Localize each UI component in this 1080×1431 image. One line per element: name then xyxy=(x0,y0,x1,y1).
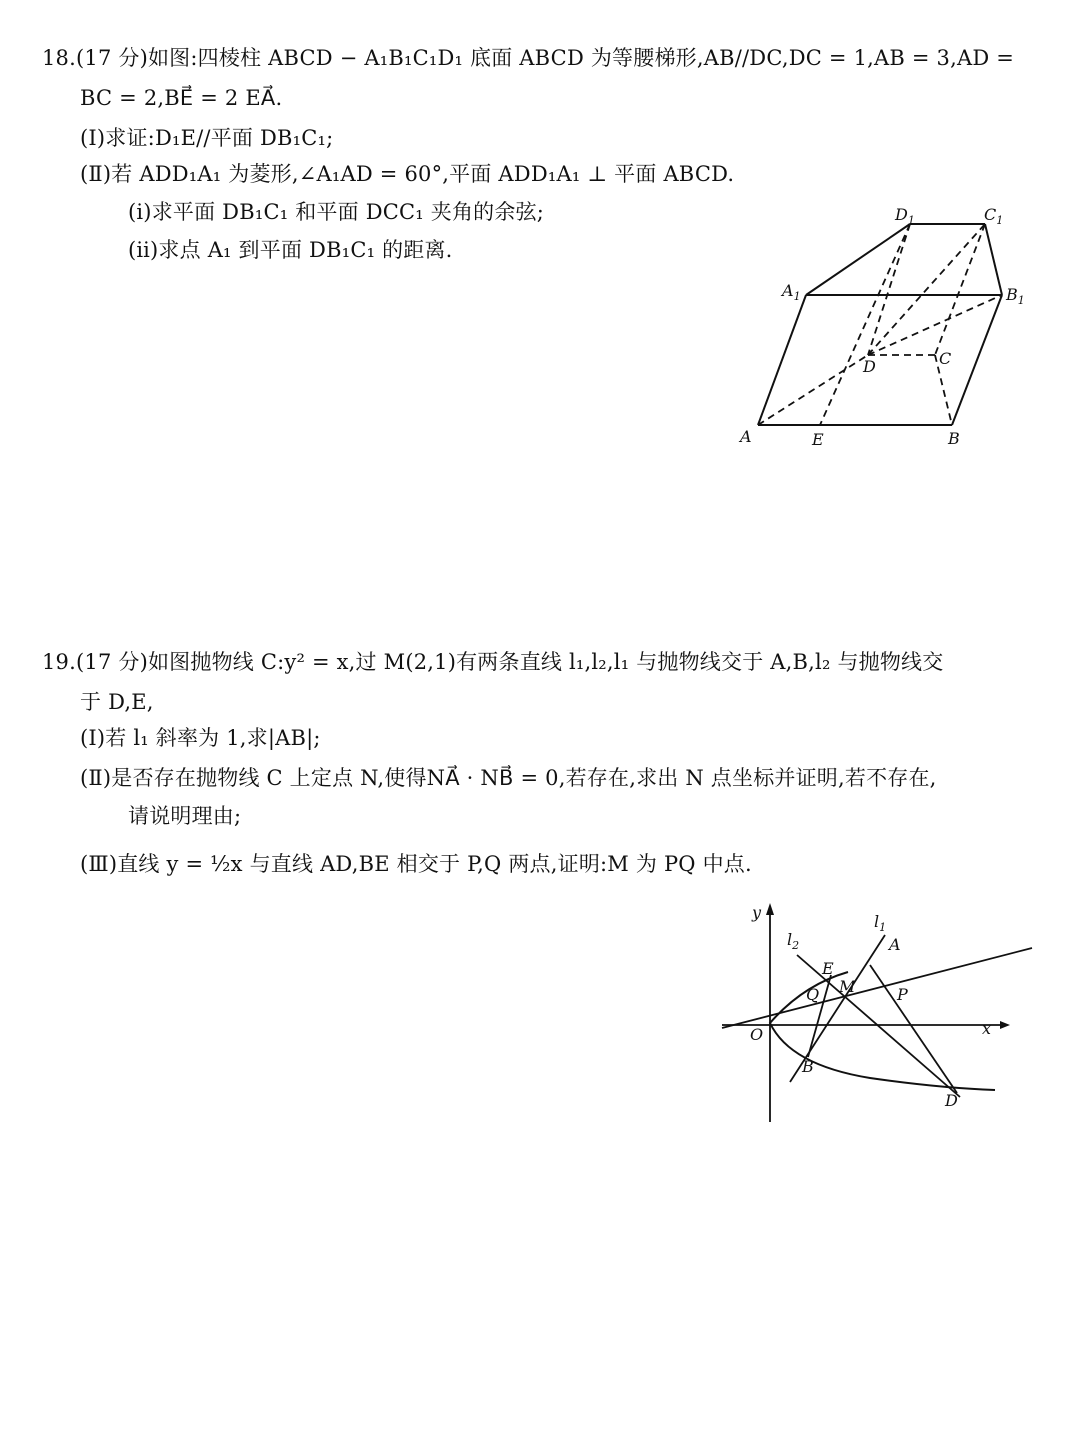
p18-part-2: (Ⅱ)若 ADD₁A₁ 为菱形,∠A₁AD = 60°,平面 ADD₁A₁ ⊥ 平面 ABCD. xyxy=(80,162,735,186)
label-a: A xyxy=(740,427,752,446)
label-a: A xyxy=(889,935,901,954)
label-m: M xyxy=(839,977,856,996)
label-o: O xyxy=(750,1025,764,1044)
label-d1: $D_1$ xyxy=(895,205,915,227)
edge-c1b1 xyxy=(985,224,1002,295)
label-e: E xyxy=(812,430,824,449)
p19-part-2-cont: 请说明理由; xyxy=(128,804,242,828)
label-d: D xyxy=(945,1091,958,1110)
label-x: x xyxy=(982,1019,992,1038)
hidden-segment-dc1 xyxy=(868,224,985,355)
p18-part-2-ii: (ⅱ)求点 A₁ 到平面 DB₁C₁ 的距离. xyxy=(128,238,453,262)
x-axis-arrow-icon xyxy=(1000,1021,1010,1029)
p18-line-2: BC = 2,BE⃗ = 2 EA⃗. xyxy=(80,86,283,110)
label-q: Q xyxy=(806,985,820,1004)
label-b1: $B_1$ xyxy=(1006,285,1025,307)
label-e: E xyxy=(822,959,834,978)
p19-part-2: (Ⅱ)是否存在抛物线 C 上定点 N,使得NA⃗ · NB⃗ = 0,若存在,求出 N 点坐标并证明,若不存在, xyxy=(80,766,937,790)
label-d: D xyxy=(863,357,876,376)
hidden-edge-ad xyxy=(758,355,868,425)
p18-part-2-i: (ⅰ)求平面 DB₁C₁ 和平面 DCC₁ 夹角的余弦; xyxy=(128,200,545,224)
label-l1: $l_1$ xyxy=(874,912,887,934)
label-p: P xyxy=(897,985,908,1004)
label-l2: $l_2$ xyxy=(787,930,800,952)
p19-part-3: (Ⅲ)直线 y = ½x 与直线 AD,BE 相交于 P,Q 两点,证明:M 为 PQ 中点. xyxy=(80,852,752,876)
label-b: B xyxy=(802,1057,814,1076)
hidden-edge-c1c xyxy=(935,224,985,355)
label-y: y xyxy=(752,903,762,922)
label-c1: $C_1$ xyxy=(984,205,1004,227)
hidden-edge-d1d xyxy=(868,224,910,355)
p19-line-2: 于 D,E, xyxy=(80,690,154,714)
p19-line-1: 19.(17 分)如图抛物线 C:y² = x,过 M(2,1)有两条直线 l₁,l₂,l₁ 与抛物线交于 A,B,l₂ 与抛物线交 xyxy=(42,650,944,674)
p18-line-1: 18.(17 分)如图:四棱柱 ABCD − A₁B₁C₁D₁ 底面 ABCD 为等腰梯形,AB//DC,DC = 1,AB = 3,AD = xyxy=(42,46,1015,70)
p18-part-1: (Ⅰ)求证:D₁E//平面 DB₁C₁; xyxy=(80,126,334,150)
label-b: B xyxy=(948,429,960,448)
label-a1: $A_1$ xyxy=(782,281,801,303)
line-y-half-x xyxy=(722,948,1032,1028)
label-c: C xyxy=(939,349,952,368)
prism-figure xyxy=(730,200,1040,460)
parabola-figure xyxy=(715,895,1045,1130)
p19-part-1: (Ⅰ)若 l₁ 斜率为 1,求|AB|; xyxy=(80,726,321,750)
edge-a1a xyxy=(758,295,806,425)
y-axis-arrow-icon xyxy=(766,903,774,915)
